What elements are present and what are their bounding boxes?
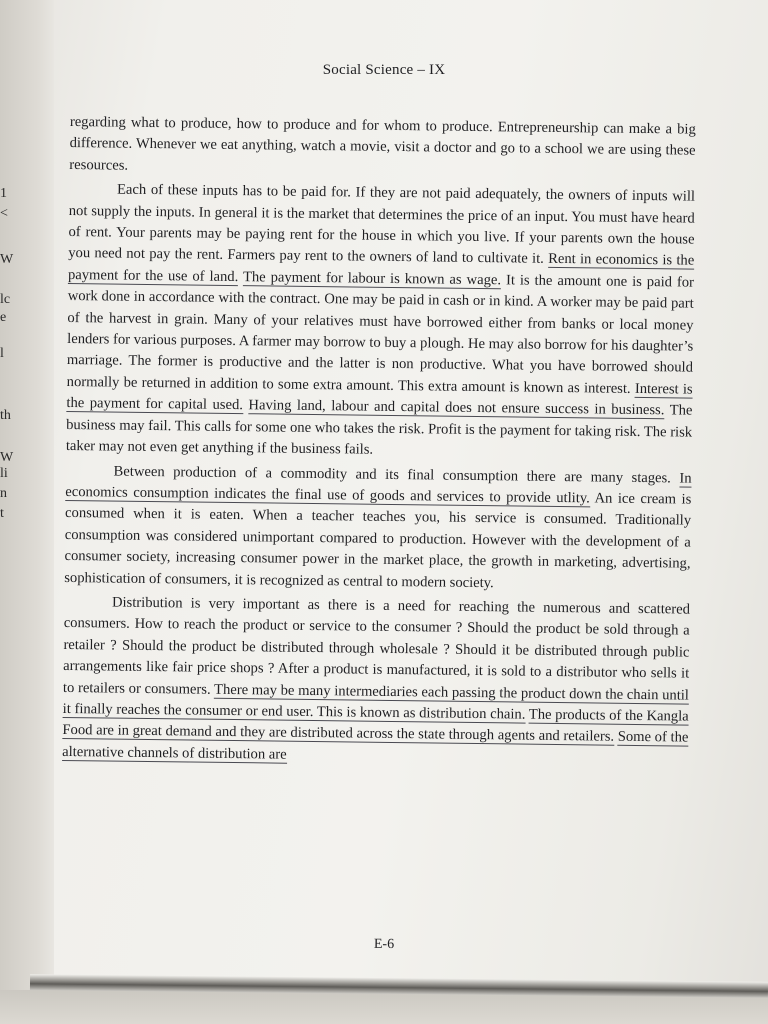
underlined-text: There may be many intermediaries each passing the product down the chain until it finally reaches the consumer or end user. This is known as distribution chain. (62, 681, 690, 723)
underlined-text: In economics consumption indicates the final use of goods and services to provide utlity. (65, 469, 692, 507)
margin-bleed-text: e (0, 310, 7, 325)
margin-bleed-text: W (0, 252, 14, 267)
margin-bleed-text: 1 (0, 186, 7, 201)
text-run: An ice cream is consumed when it is eaten. When a teacher teaches you, his service is consumed. Traditionally consumption was considered unimportant compared to production. However with the development of a consumer society, increasing consumer power in the market place, the growth in marketing, advertising, sophistication of consumers, it is recognized as central to modern society. (64, 490, 692, 591)
margin-bleed-text: th (0, 408, 11, 423)
body-text (62, 112, 696, 774)
text-run: It is the amount one is paid for work done in accordance with the contract. One may be paid in cash or in kind. A worker may be paid part of the harvest in grain. Many of your relatives must have borrowed either from banks or local money lenders for various purposes. A farmer may borrow to buy a plough. He may also borrow for his daughter’s marriage. The former is productive and the latter is non productive. What you have borrowed should normally be returned in addition to some extra amount. This extra amount is known as interest. (66, 272, 695, 397)
underlined-text: Interest is the payment for capital used. (66, 380, 693, 414)
underlined-text: The payment for labour is known as wage. (242, 268, 502, 289)
text-run: Each of these inputs has to be paid for. If they are not paid adequately, the owners of inputs will not supply the inputs. In general it is the market that determines the price of an input. You must have heard of rent. Your parents may be paying rent for the house in which you live. If your parents own the house you need not pay the rent. Farmers pay rent to the owners of land to cultivate it. (68, 181, 696, 268)
margin-bleed-text: t (0, 506, 4, 521)
underlined-text: Having land, labour and capital does not ensure success in business. (248, 397, 665, 419)
text-run: regarding what to produce, how to produce and for whom to produce. Entrepreneurship can make a big difference. Whenever we eat anything, watch a movie, visit a doctor and go to a school we are using these resources. (69, 113, 696, 174)
margin-bleed-text: li (0, 466, 8, 481)
text-run: The business may fail. This calls for some one who takes the risk. Profit is the payment for taking risk. The risk taker may not even get anything if the business fails. (65, 402, 693, 458)
page-number: E-6 (373, 936, 395, 953)
paragraph-2 (64, 460, 692, 596)
text-run: Distribution is very important as there is a need for reaching the numerous and scattered consumers. How to reach the product or service to the consumer ? Should the product be sold through a retailer ? Should the product be distributed through wholesale ? Should it be distributed through public arrangements like fair price shops ? After a product is manufactured, it is sold to a distributor who sells it to retailers or consumers. (62, 594, 691, 698)
underlined-text: The products of the Kangla Food are in great demand and they are distributed across the state through agents and retailers. (62, 706, 689, 746)
underlined-text: Rent in economics is the payment for the use of land. (67, 251, 695, 285)
margin-bleed-text: < (0, 206, 8, 221)
previous-page-edge (0, 0, 54, 1024)
margin-bleed-text: W (0, 450, 14, 465)
text-run: Between production of a commodity and its final consumption there are many stages. (113, 463, 680, 486)
margin-bleed-text: l (0, 346, 4, 361)
running-head: Social Science – IX (322, 62, 446, 78)
paragraph-1 (66, 179, 695, 465)
underlined-text: Some of the alternative channels of distribution are (62, 729, 689, 763)
margin-bleed-text: lc (0, 292, 11, 307)
paragraph-3 (62, 592, 690, 771)
margin-bleed-text: n (0, 486, 7, 501)
paragraph-0 (69, 112, 696, 184)
